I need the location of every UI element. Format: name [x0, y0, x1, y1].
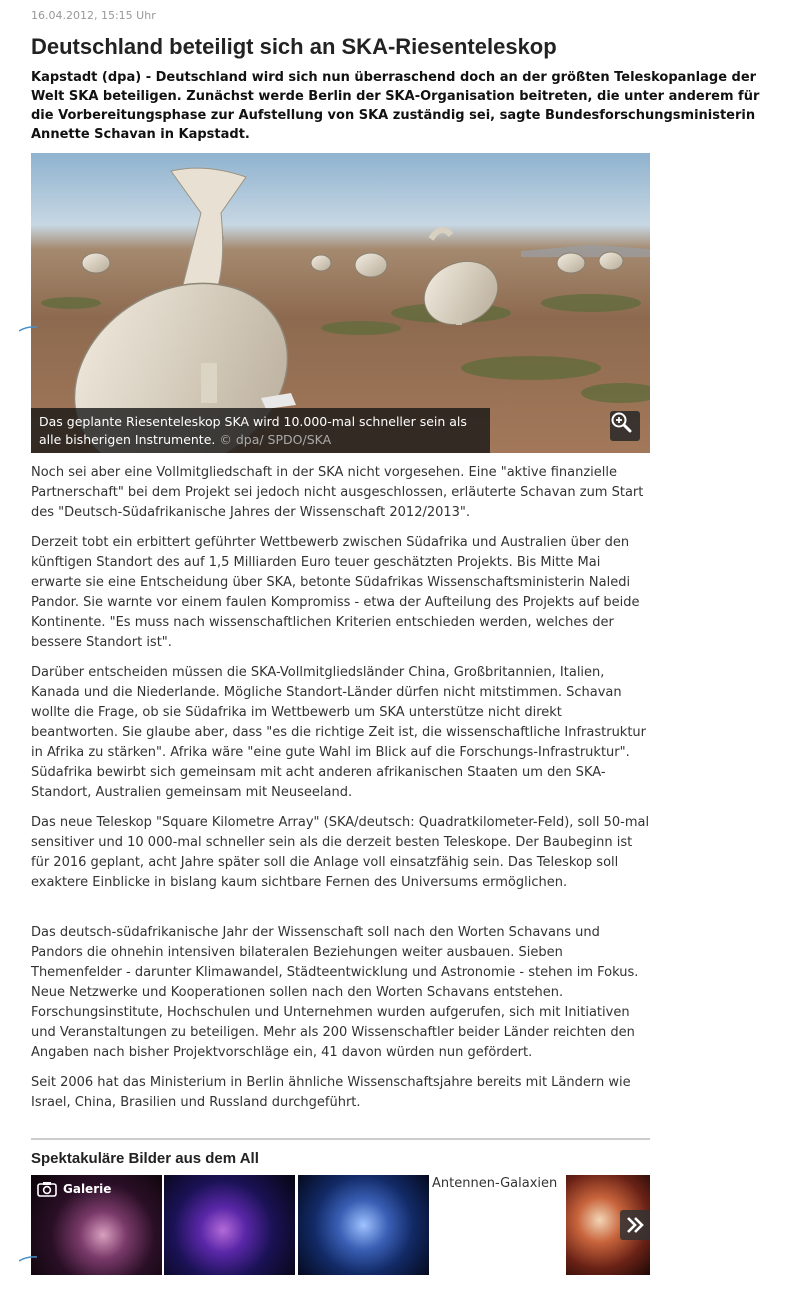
paragraph: Derzeit tobt ein erbittert geführter Wettbewerb zwischen Südafrika und Australien über den künftigen Standort des auf 1,5 Milliarden Euro teuer geschätzten Projekts. Bis Mitte Mai erwarte sie eine Entscheidung über SKA, betonte Südafrikas Wissenschaftsministerin Naledi Pandor. Sie warnte vor einem faulen Kompromiss - etwa der Aufteilung des Projekts auf beide Kontinente. "Es muss nach wissenschaftlichen Kriterien entschieden werden, welches der bessere Standort ist".: [31, 535, 640, 650]
double-chevron-right-icon: [625, 1216, 645, 1234]
paragraph: Das neue Teleskop "Square Kilometre Array" (SKA/deutsch: Quadratkilometer-Feld), soll 50-mal sensitiver und 10 000-mal schneller sein als die derzeit besten Teleskope. Der Baubeginn ist für 2016 geplant, acht Jahre später soll die Anlage voll einsatzfähig sein. Das Teleskop soll exaktere Einblicke in bislang kaum sichtbare Fernen des Universums ermöglichen.: [31, 815, 650, 890]
gallery-badge: [37, 1181, 111, 1197]
gallery-thumb[interactable]: [164, 1175, 295, 1275]
paragraph: Das deutsch-südafrikanische Jahr der Wissenschaft soll nach den Worten Schavans und Pandors die ohnehin intensiven bilateralen Beziehungen weiter ausbauen. Sieben Themenfelder - darunter Klimawandel, Städteentwicklung und Astronomie - stehen im Fokus. Neue Netzwerke und Kooperationen sollen nach den Worten Schavans entstehen. Forschungsinstitute, Hochschulen und Unternehmen wurden aufgerufen, sich mit Initiativen und Veranstaltungen zu beteiligen. Mehr als 200 Wissenschaftler beider Länder reichten den Angaben nach bisher Projektvorschläge ein, 41 davon würden nun gefördert.: [31, 925, 639, 1060]
gallery-title: Spektakuläre Bilder aus dem All: [31, 1150, 259, 1167]
gallery-badge-label: Galerie: [63, 1182, 112, 1196]
gallery-thumb-label[interactable]: Antennen-Galaxien: [432, 1176, 558, 1191]
image-caption: [31, 408, 490, 453]
gallery-thumb[interactable]: [31, 1175, 162, 1275]
gallery-thumb[interactable]: [298, 1175, 429, 1275]
paragraph: Noch sei aber eine Vollmitgliedschaft in der SKA nicht vorgesehen. Eine "aktive finanzielle Partnerschaft" bei dem Projekt sei jedoch nicht ausgeschlossen, erläuterte Schavan zum Start des "Deutsch-Südafrikanische Jahres der Wissenschaft 2012/2013".: [31, 465, 644, 520]
article-headline: Deutschland beteiligt sich an SKA-Riesenteleskop: [31, 34, 557, 59]
paragraph: Seit 2006 hat das Ministerium in Berlin ähnliche Wissenschaftsjahre bereits mit Ländern wie Israel, China, Brasilien und Russland durchgeführt.: [31, 1075, 631, 1110]
article-lead: Kapstadt (dpa) - Deutschland wird sich nun überraschend doch an der größten Teleskopanlage der Welt SKA beteiligen. Zunächst werde Berlin der SKA-Organisation beitreten, die unter anderem für die Vorbereitungsphase zur Aufstellung von SKA zuständig sei, sagte Bundesforschungsministerin Annette Schavan in Kapstadt.: [31, 70, 760, 142]
camera-icon: [37, 1181, 57, 1197]
zoom-button[interactable]: [610, 411, 640, 441]
magnifier-plus-icon: [610, 411, 632, 433]
article-photo[interactable]: [31, 153, 650, 453]
edge-marker-icon: [19, 326, 37, 332]
edge-marker-icon: [19, 1256, 37, 1262]
gallery-next-button[interactable]: [620, 1210, 650, 1240]
section-divider: [31, 1138, 650, 1140]
caption-credit: © dpa/ SPDO/SKA: [219, 432, 332, 447]
article-date: 16.04.2012, 15:15 Uhr: [31, 9, 156, 22]
caption-text: Das geplante Riesenteleskop SKA wird 10.000-mal schneller sein als alle bisherigen Instrumente.: [39, 414, 467, 447]
article-body: [31, 463, 651, 1123]
paragraph: Darüber entscheiden müssen die SKA-Vollmitgliedsländer China, Großbritannien, Italien, Kanada und die Niederlande. Mögliche Standort-Länder dürfen nicht mitstimmen. Schavan wollte die Frage, ob sie Südafrika im Wettbewerb um SKA unterstütze nicht direkt beantworten. Sie glaube aber, dass "es die richtige Zeit ist, die wissenschaftliche Infrastruktur in Afrika zu stärken". Afrika wäre "eine gute Wahl im Blick auf die Forschungs-Infrastruktur". Südafrika bewirbt sich gemeinsam mit acht anderen afrikanischen Staaten um den SKA-Standort, Australien gemeinsam mit Neuseeland.: [31, 665, 647, 800]
